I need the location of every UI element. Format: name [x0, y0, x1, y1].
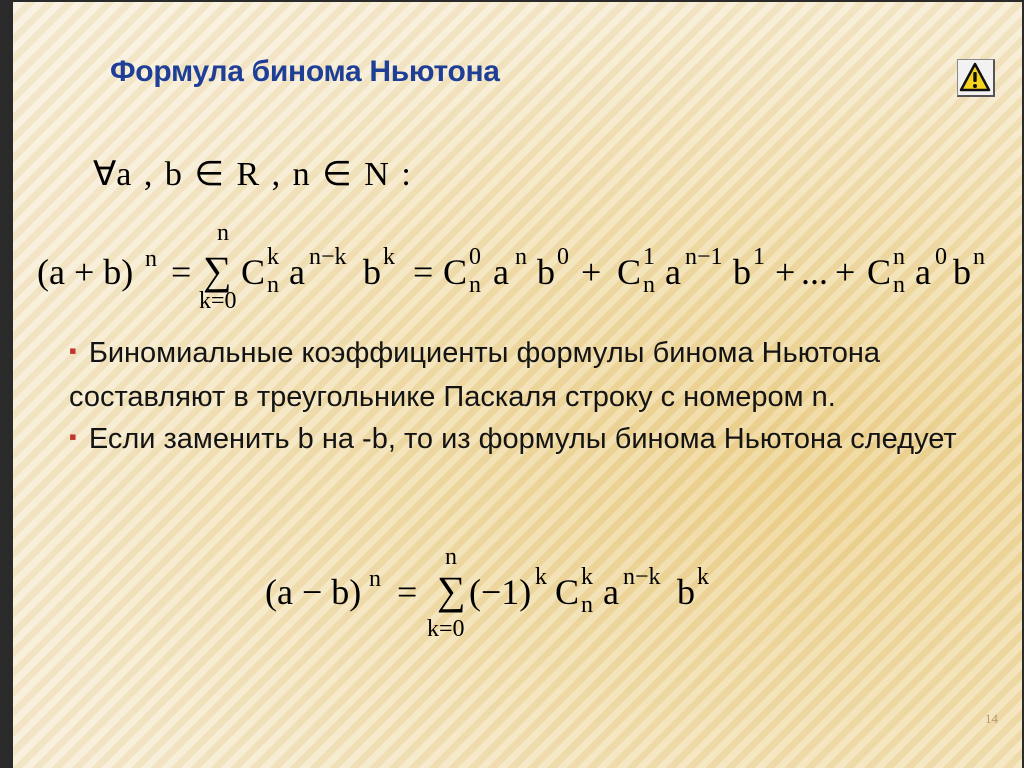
- term-b: b: [363, 252, 381, 292]
- t2-C: C: [617, 252, 642, 292]
- sum-sign: ∑: [203, 248, 232, 293]
- t2-b: b: [733, 252, 751, 292]
- neg-one-exponent: k: [535, 564, 547, 590]
- binomial-formula: [37, 222, 1017, 322]
- term-C-sup: k: [267, 244, 279, 270]
- term-a-exponent: n−k: [309, 244, 347, 270]
- lhs-paren: (a − b): [265, 572, 362, 612]
- lhs-paren: (a + b): [37, 252, 134, 292]
- bullet-marker-icon: ▪: [69, 338, 77, 363]
- term-a-exponent: n−k: [623, 564, 661, 590]
- plus-sign-1: +: [581, 252, 602, 292]
- t3-b-exponent: n: [973, 244, 985, 270]
- bullet-item-substitution: [69, 418, 959, 462]
- alternating-binomial-formula: [265, 544, 725, 650]
- equals-sign-2: =: [413, 252, 434, 292]
- t3-a-exponent: 0: [935, 244, 947, 270]
- neg-one: (−1): [469, 572, 532, 612]
- bullet-text: Биномиальные коэффициенты формулы бинома Ньютона составляют в треугольнике Паскаля строку с номером n.: [69, 337, 881, 413]
- warning-sign-icon[interactable]: [957, 59, 995, 97]
- term-C-sub: n: [267, 272, 279, 298]
- sum-upper-limit: n: [217, 220, 229, 246]
- t1-C: C: [443, 252, 468, 292]
- t1-a-exponent: n: [515, 244, 527, 270]
- term-C: C: [241, 252, 266, 292]
- quantifier-line: ∀a , b ∈ R , n ∈ N :: [93, 156, 411, 193]
- t1-b: b: [537, 252, 555, 292]
- term-a: a: [603, 572, 619, 612]
- equals-sign: =: [397, 572, 418, 612]
- term-b: b: [677, 572, 695, 612]
- warning-triangle-graphic: [958, 60, 992, 94]
- t3-b: b: [953, 252, 971, 292]
- term-b-exponent: k: [697, 564, 709, 590]
- bullet-text: Если заменить b на -b, то из формулы бинома Ньютона следует: [88, 423, 957, 455]
- t3-C-sub: n: [893, 272, 905, 298]
- term-C-sub: n: [581, 592, 593, 618]
- term-C-sup: k: [581, 564, 593, 590]
- bullet-item-pascal: [69, 332, 959, 418]
- term-b-exponent: k: [383, 244, 395, 270]
- t2-C-sub: n: [643, 272, 655, 298]
- sum-lower-limit: k=0: [427, 616, 465, 642]
- sum-upper-limit: n: [445, 544, 457, 570]
- plus-sign-2: +: [775, 252, 796, 292]
- sum-lower-limit: k=0: [199, 288, 237, 314]
- bullet-list: [69, 332, 959, 462]
- term-C: C: [555, 572, 580, 612]
- page-number: 14: [985, 711, 998, 726]
- sum-sign: ∑: [437, 568, 466, 613]
- t3-C-sup: n: [893, 244, 905, 270]
- equals-sign: =: [171, 252, 192, 292]
- t1-a: a: [493, 252, 509, 292]
- ellipsis: ...: [801, 252, 828, 292]
- t2-a: a: [665, 252, 681, 292]
- t3-a: a: [915, 252, 931, 292]
- t1-b-exponent: 0: [557, 244, 569, 270]
- plus-sign-3: +: [835, 252, 856, 292]
- term-a: a: [289, 252, 305, 292]
- slide-title: Формула бинома Ньютона: [110, 55, 500, 88]
- t2-b-exponent: 1: [753, 244, 765, 270]
- t2-C-sup: 1: [643, 244, 655, 270]
- bullet-marker-icon: ▪: [69, 424, 77, 449]
- t3-C: C: [867, 252, 892, 292]
- t2-a-exponent: n−1: [685, 244, 723, 270]
- lhs-exponent: n: [145, 246, 157, 272]
- t1-C-sub: n: [469, 272, 481, 298]
- lhs-exponent: n: [369, 566, 381, 592]
- t1-C-sup: 0: [469, 244, 481, 270]
